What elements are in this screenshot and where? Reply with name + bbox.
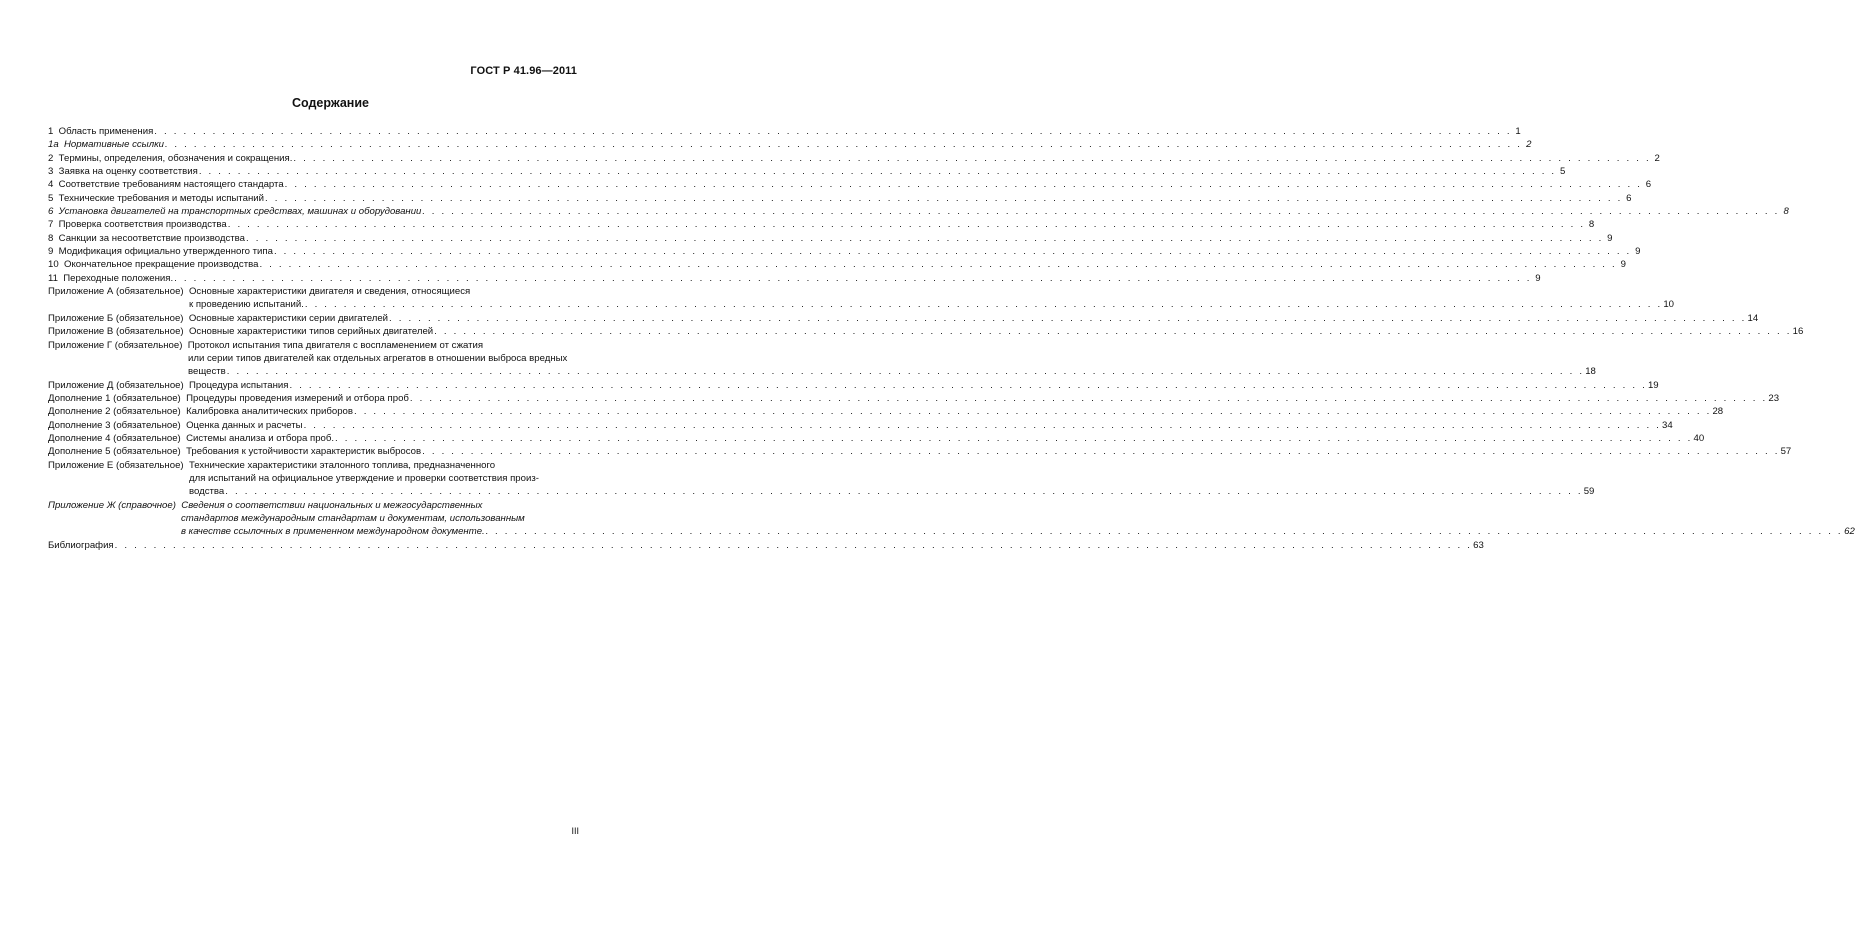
toc-entry-title: 3 Заявка на оценку соответствия	[48, 166, 198, 178]
toc-leader-dots: . . . . . . . . . . . . . . . . . . . . . . . . . . . . . . . . . . . . . . . . . . . . . . . . . . . . . . . . . . . . . . . . . . . . . . . . . . . . . . . . . . . . . . . . . . . . . . . . . . . . . . . . . . . . . . . . . . . . . . . . . . . . . . . . . . . . . . . . . . . .	[264, 192, 1623, 204]
toc-entry[interactable]	[48, 499, 1855, 539]
toc-page-number: 10	[1663, 299, 1674, 311]
toc-entry[interactable]	[48, 125, 1521, 138]
toc-entry[interactable]	[48, 419, 1673, 432]
toc-entry[interactable]	[48, 325, 1804, 338]
toc-leader-dots: . . . . . . . . . . . . . . . . . . . . . . . . . . . . . . . . . . . . . . . . . . . . . . . . . . . . . . . . . . . . . . . . . . . . . . . . . . . . . . . . . . . . . . . . . . . . . . . . . . . . . . . . . . . . . . . . . . . . . . . . . . . . . . . . . . . . . . . . . . . .	[174, 272, 1532, 284]
toc-entry-title: 4 Соответствие требованиям настоящего стандарта	[48, 179, 284, 191]
table-of-contents	[48, 125, 1855, 552]
toc-entry[interactable]	[48, 445, 1792, 458]
toc-entry-title: веществ	[188, 366, 226, 378]
toc-entry-prefix: Дополнение 5 (обязательное)	[48, 446, 187, 458]
toc-leader-dots: . . . . . . . . . . . . . . . . . . . . . . . . . . . . . . . . . . . . . . . . . . . . . . . . . . . . . . . . . . . . . . . . . . . . . . . . . . . . . . . . . . . . . . . . . . . . . . . . . . . . . . . . . . . . . . . . . . . . . . . . . . . . . . . . . . . . . . . . . . . .	[293, 152, 1651, 164]
toc-page-number: 6	[1645, 179, 1652, 191]
toc-entry-title: 1а Нормативные ссылки	[48, 139, 165, 151]
toc-leader-dots: . . . . . . . . . . . . . . . . . . . . . . . . . . . . . . . . . . . . . . . . . . . . . . . . . . . . . . . . . . . . . . . . . . . . . . . . . . . . . . . . . . . . . . . . . . . . . . . . . . . . . . . . . . . . . . . . . . . . . . . . . . . . . . . . . . . . . . . . . . . .	[154, 126, 1512, 137]
toc-entry-title: 8 Санкции за несоответствие производства	[48, 232, 245, 244]
toc-leader-dots: . . . . . . . . . . . . . . . . . . . . . . . . . . . . . . . . . . . . . . . . . . . . . . . . . . . . . . . . . . . . . . . . . . . . . . . . . . . . . . . . . . . . . . . . . . . . . . . . . . . . . . . . . . . . . . . . . . . . . . . . . . . . . . . . . . . . . . . . . . . .	[422, 446, 1780, 458]
toc-entry[interactable]	[48, 205, 1789, 218]
toc-entry-title: Требования к устойчивости характеристик выбросов	[186, 446, 422, 458]
toc-entry[interactable]	[48, 392, 1780, 405]
toc-entry[interactable]	[48, 339, 1596, 379]
toc-page-number: 57	[1780, 446, 1792, 458]
toc-entry-title: Библиография	[48, 539, 114, 551]
toc-entry-prefix: Дополнение 1 (обязательное)	[48, 392, 187, 404]
toc-page-number: 8	[1783, 206, 1789, 218]
toc-page-number: 23	[1768, 392, 1780, 404]
toc-entry-prefix: Приложение Ж (справочное)	[48, 499, 182, 511]
toc-leader-dots: . . . . . . . . . . . . . . . . . . . . . . . . . . . . . . . . . . . . . . . . . . . . . . . . . . . . . . . . . . . . . . . . . . . . . . . . . . . . . . . . . . . . . . . . . . . . . . . . . . . . . . . . . . . . . . . . . . . . . . . . . . . . . . . . . . . . . . . . . . . .	[226, 366, 1585, 378]
toc-page-number: 9	[1535, 272, 1541, 284]
toc-page-number: 28	[1712, 406, 1724, 418]
toc-entry-title: водства	[189, 486, 225, 498]
toc-page-number: 62	[1844, 526, 1855, 538]
toc-entry-prefix: Приложение Г (обязательное)	[48, 339, 188, 351]
toc-entry-prefix: Дополнение 4 (обязательное)	[48, 432, 187, 444]
toc-leader-dots: . . . . . . . . . . . . . . . . . . . . . . . . . . . . . . . . . . . . . . . . . . . . . . . . . . . . . . . . . . . . . . . . . . . . . . . . . . . . . . . . . . . . . . . . . . . . . . . . . . . . . . . . . . . . . . . . . . . . . . . . . . . . . . . . . . . . . . . . . . . .	[289, 379, 1647, 391]
toc-entry-prefix: Приложение А (обязательное)	[48, 286, 189, 298]
toc-entry[interactable]	[48, 138, 1532, 151]
toc-entry[interactable]	[48, 245, 1641, 258]
toc-entry-title: Технические характеристики эталонного топлива, предназначенного	[188, 459, 496, 471]
toc-entry-title: 11 Переходные положения.	[48, 272, 174, 284]
toc-entry-title: 10 Окончательное прекращение производства	[48, 259, 259, 271]
toc-leader-dots: . . . . . . . . . . . . . . . . . . . . . . . . . . . . . . . . . . . . . . . . . . . . . . . . . . . . . . . . . . . . . . . . . . . . . . . . . . . . . . . . . . . . . . . . . . . . . . . . . . . . . . . . . . . . . . . . . . . . . . . . . . . . . . . . . . . . . . . . . . . .	[434, 326, 1792, 338]
toc-page-number: 9	[1607, 232, 1613, 244]
toc-leader-dots: . . . . . . . . . . . . . . . . . . . . . . . . . . . . . . . . . . . . . . . . . . . . . . . . . . . . . . . . . . . . . . . . . . . . . . . . . . . . . . . . . . . . . . . . . . . . . . . . . . . . . . . . . . . . . . . . . . . . . . . . . . . . . . . . . . . . . . . . . . . .	[422, 206, 1780, 218]
toc-entry-title: стандартов международным стандартам и документам, использованным	[181, 512, 525, 524]
document-code: ГОСТ Р 41.96—2011	[470, 65, 577, 77]
toc-entry[interactable]	[48, 432, 1705, 445]
toc-leader-dots: . . . . . . . . . . . . . . . . . . . . . . . . . . . . . . . . . . . . . . . . . . . . . . . . . . . . . . . . . . . . . . . . . . . . . . . . . . . . . . . . . . . . . . . . . . . . . . . . . . . . . . . . . . . . . . . . . . . . . . . . . . . . . . . . . . . . . . . . . . . .	[165, 139, 1523, 151]
toc-page-number: 16	[1792, 326, 1804, 338]
toc-leader-dots: . . . . . . . . . . . . . . . . . . . . . . . . . . . . . . . . . . . . . . . . . . . . . . . . . . . . . . . . . . . . . . . . . . . . . . . . . . . . . . . . . . . . . . . . . . . . . . . . . . . . . . . . . . . . . . . . . . . . . . . . . . . . . . . . . . . . . . . . . . . .	[259, 259, 1617, 271]
toc-page-number: 63	[1473, 539, 1484, 551]
toc-entry-title: Процедура испытания	[189, 379, 289, 391]
toc-page-number: 59	[1583, 486, 1595, 498]
toc-entry-title: для испытаний на официальное утверждение и проверки соответствия произ-	[189, 472, 539, 484]
toc-entry-title: Оценка данных и расчеты	[186, 419, 303, 431]
toc-entry-title: Системы анализа и отбора проб.	[186, 432, 335, 444]
toc-entry-title: Основные характеристики типов серийных двигателей	[188, 326, 434, 338]
toc-leader-dots: . . . . . . . . . . . . . . . . . . . . . . . . . . . . . . . . . . . . . . . . . . . . . . . . . . . . . . . . . . . . . . . . . . . . . . . . . . . . . . . . . . . . . . . . . . . . . . . . . . . . . . . . . . . . . . . . . . . . . . . . . . . . . . . . . . . . . . . . . . . .	[485, 526, 1844, 538]
toc-entry-title: Процедуры проведения измерений и отбора проб	[186, 392, 409, 404]
toc-page-number: 14	[1747, 312, 1759, 324]
toc-leader-dots: . . . . . . . . . . . . . . . . . . . . . . . . . . . . . . . . . . . . . . . . . . . . . . . . . . . . . . . . . . . . . . . . . . . . . . . . . . . . . . . . . . . . . . . . . . . . . . . . . . . . . . . . . . . . . . . . . . . . . . . . . . . . . . . . . . . . . . . . . . . .	[284, 179, 1643, 191]
toc-title: Содержание	[291, 96, 369, 110]
toc-page-number: 8	[1588, 219, 1595, 231]
toc-entry-title: 1 Область применения	[48, 126, 154, 137]
toc-entry[interactable]	[48, 165, 1566, 178]
toc-page-number: 18	[1585, 366, 1596, 378]
toc-page-number: 6	[1626, 192, 1632, 204]
toc-entry-title: в качестве ссылочных в примененном международном документе.	[181, 526, 485, 538]
toc-entry-title: 2 Термины, определения, обозначения и сокращения.	[48, 152, 293, 164]
toc-leader-dots: . . . . . . . . . . . . . . . . . . . . . . . . . . . . . . . . . . . . . . . . . . . . . . . . . . . . . . . . . . . . . . . . . . . . . . . . . . . . . . . . . . . . . . . . . . . . . . . . . . . . . . . . . . . . . . . . . . . . . . . . . . . . . . . . . . . . . . . . . . . .	[335, 432, 1693, 444]
toc-entry[interactable]	[48, 192, 1632, 205]
toc-leader-dots: . . . . . . . . . . . . . . . . . . . . . . . . . . . . . . . . . . . . . . . . . . . . . . . . . . . . . . . . . . . . . . . . . . . . . . . . . . . . . . . . . . . . . . . . . . . . . . . . . . . . . . . . . . . . . . . . . . . . . . . . . . . . . . . . . . . . . . . . . . . .	[225, 486, 1583, 498]
toc-page-number: 2	[1526, 139, 1532, 151]
toc-leader-dots: . . . . . . . . . . . . . . . . . . . . . . . . . . . . . . . . . . . . . . . . . . . . . . . . . . . . . . . . . . . . . . . . . . . . . . . . . . . . . . . . . . . . . . . . . . . . . . . . . . . . . . . . . . . . . . . . . . . . . . . . . . . . . . . . . . . . . . . . . . . .	[246, 232, 1604, 244]
toc-page-number: 2	[1654, 152, 1660, 164]
toc-entry-prefix: Дополнение 3 (обязательное)	[48, 419, 187, 431]
toc-entry-title: 9 Модификация официально утвержденного типа	[48, 246, 273, 258]
toc-entry-title: или серии типов двигателей как отдельных агрегатов в отношении выброса вредных	[188, 352, 568, 364]
toc-leader-dots: . . . . . . . . . . . . . . . . . . . . . . . . . . . . . . . . . . . . . . . . . . . . . . . . . . . . . . . . . . . . . . . . . . . . . . . . . . . . . . . . . . . . . . . . . . . . . . . . . . . . . . . . . . . . . . . . . . . . . . . . . . . . . . . . . . . . . . . . . . . .	[114, 539, 1473, 551]
toc-leader-dots: . . . . . . . . . . . . . . . . . . . . . . . . . . . . . . . . . . . . . . . . . . . . . . . . . . . . . . . . . . . . . . . . . . . . . . . . . . . . . . . . . . . . . . . . . . . . . . . . . . . . . . . . . . . . . . . . . . . . . . . . . . . . . . . . . . . . . . . . . . . .	[389, 312, 1747, 324]
toc-entry-prefix: Приложение Д (обязательное)	[48, 379, 190, 391]
toc-entry-title: 7 Проверка соответствия производства	[48, 219, 227, 231]
toc-entry-title: к проведению испытаний.	[189, 299, 304, 311]
toc-entry[interactable]	[48, 379, 1659, 392]
toc-page-number: 34	[1662, 419, 1673, 431]
toc-page-number: 5	[1559, 166, 1566, 178]
toc-leader-dots: . . . . . . . . . . . . . . . . . . . . . . . . . . . . . . . . . . . . . . . . . . . . . . . . . . . . . . . . . . . . . . . . . . . . . . . . . . . . . . . . . . . . . . . . . . . . . . . . . . . . . . . . . . . . . . . . . . . . . . . . . . . . . . . . . . . . . . . . . . . .	[353, 406, 1712, 418]
toc-entry-prefix: Приложение В (обязательное)	[48, 326, 189, 338]
toc-entry-prefix: Приложение Б (обязательное)	[48, 312, 189, 324]
toc-entry[interactable]	[48, 405, 1724, 418]
toc-entry[interactable]	[48, 285, 1674, 312]
toc-leader-dots: . . . . . . . . . . . . . . . . . . . . . . . . . . . . . . . . . . . . . . . . . . . . . . . . . . . . . . . . . . . . . . . . . . . . . . . . . . . . . . . . . . . . . . . . . . . . . . . . . . . . . . . . . . . . . . . . . . . . . . . . . . . . . . . . . . . . . . . . . . . .	[227, 219, 1586, 231]
toc-entry-prefix: Приложение Е (обязательное)	[48, 459, 189, 471]
toc-entry[interactable]	[48, 272, 1541, 285]
toc-entry-title: Основные характеристики серии двигателей	[188, 312, 389, 324]
toc-entry[interactable]	[48, 258, 1626, 271]
toc-entry-title: Калибровка аналитических приборов	[186, 406, 353, 418]
toc-entry-title: 5 Технические требования и методы испытаний	[48, 192, 264, 204]
toc-leader-dots: . . . . . . . . . . . . . . . . . . . . . . . . . . . . . . . . . . . . . . . . . . . . . . . . . . . . . . . . . . . . . . . . . . . . . . . . . . . . . . . . . . . . . . . . . . . . . . . . . . . . . . . . . . . . . . . . . . . . . . . . . . . . . . . . . . . . . . . . . . . .	[303, 419, 1662, 431]
toc-entry-title: 6 Установка двигателей на транспортных средствах, машинах и оборудовании	[48, 206, 422, 218]
toc-leader-dots: . . . . . . . . . . . . . . . . . . . . . . . . . . . . . . . . . . . . . . . . . . . . . . . . . . . . . . . . . . . . . . . . . . . . . . . . . . . . . . . . . . . . . . . . . . . . . . . . . . . . . . . . . . . . . . . . . . . . . . . . . . . . . . . . . . . . . . . . . . . .	[198, 166, 1557, 178]
toc-entry[interactable]	[48, 539, 1484, 552]
toc-page-number: 9	[1635, 246, 1641, 258]
toc-leader-dots: . . . . . . . . . . . . . . . . . . . . . . . . . . . . . . . . . . . . . . . . . . . . . . . . . . . . . . . . . . . . . . . . . . . . . . . . . . . . . . . . . . . . . . . . . . . . . . . . . . . . . . . . . . . . . . . . . . . . . . . . . . . . . . . . . . . . . . . . . . . .	[273, 246, 1632, 258]
toc-entry-title: Основные характеристики двигателя и сведения, относящиеся	[188, 286, 471, 298]
toc-entry-title: Сведения о соответствии национальных и межгосударственных	[181, 499, 483, 511]
toc-page-number: 9	[1620, 259, 1626, 271]
toc-entry[interactable]	[48, 459, 1595, 499]
toc-entry[interactable]	[48, 312, 1759, 325]
toc-page-number: 40	[1693, 432, 1705, 444]
toc-entry[interactable]	[48, 218, 1595, 231]
toc-entry[interactable]	[48, 152, 1660, 165]
toc-entry-title: Протокол испытания типа двигателя с воспламенением от сжатия	[187, 339, 484, 351]
toc-entry[interactable]	[48, 232, 1613, 245]
toc-leader-dots: . . . . . . . . . . . . . . . . . . . . . . . . . . . . . . . . . . . . . . . . . . . . . . . . . . . . . . . . . . . . . . . . . . . . . . . . . . . . . . . . . . . . . . . . . . . . . . . . . . . . . . . . . . . . . . . . . . . . . . . . . . . . . . . . . . . . . . . . . . . .	[409, 392, 1768, 404]
toc-leader-dots: . . . . . . . . . . . . . . . . . . . . . . . . . . . . . . . . . . . . . . . . . . . . . . . . . . . . . . . . . . . . . . . . . . . . . . . . . . . . . . . . . . . . . . . . . . . . . . . . . . . . . . . . . . . . . . . . . . . . . . . . . . . . . . . . . . . . . . . . . . . .	[304, 299, 1663, 311]
page-number: III	[571, 826, 579, 836]
toc-entry-prefix: Дополнение 2 (обязательное)	[48, 406, 187, 418]
toc-entry[interactable]	[48, 178, 1652, 191]
toc-page-number: 1	[1515, 126, 1521, 137]
toc-page-number: 19	[1647, 379, 1659, 391]
